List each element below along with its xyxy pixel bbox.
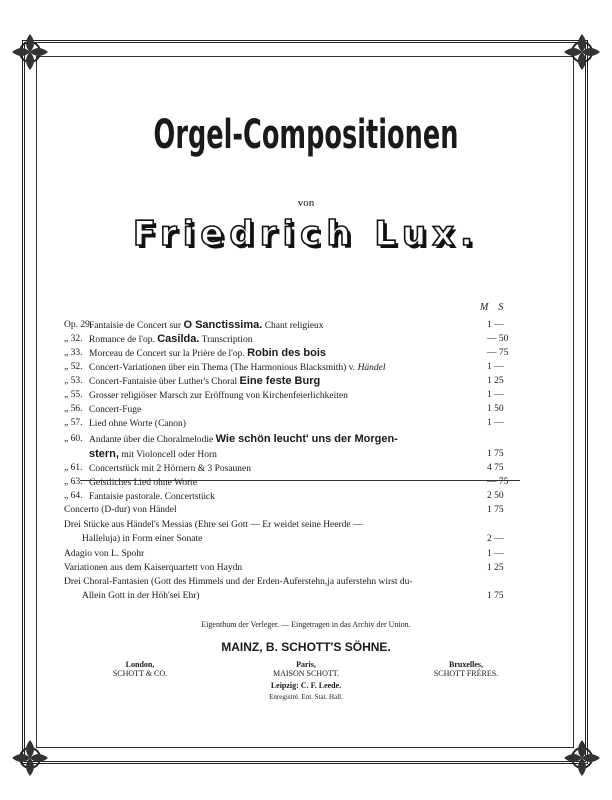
work-row	[64, 475, 524, 489]
city-name: Paris,	[296, 660, 316, 669]
city-house: MAISON SCHOTT.	[272, 669, 340, 678]
title-part: Casilda.	[157, 333, 200, 345]
work-title	[89, 346, 326, 361]
work-title	[89, 388, 348, 403]
title-part: stern,	[89, 448, 119, 460]
mark-label: M	[480, 302, 489, 313]
work-title: Halleluja) in Form einer Sonate	[82, 534, 203, 544]
opus-number: „ 52.	[64, 362, 83, 372]
title-part: Concert-Variationen über ein Thema (The Harmonious Blacksmith) v.	[89, 363, 358, 373]
opus-number: „ 55.	[64, 390, 83, 400]
opus-number: „ 57.	[64, 418, 83, 428]
title-part: Lied ohne Worte (Canon)	[89, 419, 186, 429]
ownership-notice: Eigenthum der Verleger. — Eingetragen in das Archiv der Union.	[201, 620, 411, 629]
price: 1 25	[487, 563, 504, 573]
work-title: Drei Choral-Fantasien (Gott des Himmels und der Erden-Auferstehn,ja auferstehn wirst du-	[64, 577, 413, 587]
title-part: Grosser religiöser Marsch zur Eröffnung von Kirchenfeierlichkeiten	[89, 391, 348, 401]
other-work-row	[64, 503, 524, 517]
composer-name: Friedrich Lux.	[132, 214, 480, 254]
other-work-row	[64, 575, 524, 589]
work-title	[89, 360, 386, 375]
work-title: Concerto (D-dur) von Händel	[64, 505, 177, 515]
corner-ornament-icon	[8, 30, 52, 74]
title-part: Concertstück mit 2 Hörnern & 3 Posaunen	[89, 464, 252, 474]
opus-number: „ 63.	[64, 477, 83, 487]
currency-header	[480, 302, 513, 313]
work-title	[89, 432, 398, 447]
title-part: Robin des bois	[247, 347, 326, 359]
divider-line	[80, 480, 520, 481]
title-part: mit Violoncell oder Horn	[118, 450, 217, 460]
opus-number: „ 32.	[64, 334, 83, 344]
corner-ornament-icon	[560, 736, 604, 780]
work-row	[64, 332, 524, 346]
leipzig-agent: Leipzig: C. F. Leede.	[270, 681, 342, 690]
price: 1 75	[487, 449, 504, 459]
city-london	[70, 660, 210, 678]
price: 1 —	[487, 549, 504, 559]
opus-number: „ 33.	[64, 348, 83, 358]
price: — 50	[487, 334, 509, 344]
work-title	[89, 402, 141, 417]
registration-note: Enregistré. Ent. Stat. Hall.	[269, 693, 343, 701]
title-part: Concert-Fantaisie über Luther's Choral	[89, 377, 240, 387]
other-work-row	[64, 561, 524, 575]
corner-ornament-icon	[8, 736, 52, 780]
title-part: Fantaisie de Concert sur	[89, 321, 184, 331]
price: 2 50	[487, 491, 504, 501]
title-part: Concert-Fuge	[89, 405, 142, 415]
work-row	[64, 402, 524, 416]
work-row	[64, 432, 524, 446]
price: — 75	[487, 348, 509, 358]
title-part: Eine feste Burg	[239, 375, 321, 387]
price: 1 75	[487, 505, 504, 515]
other-work-row	[82, 532, 542, 546]
work-title: Variationen aus dem Kaiserquartett von Haydn	[64, 563, 243, 573]
price: 1 —	[487, 362, 504, 372]
city-name: London,	[125, 660, 155, 669]
price: 1 75	[487, 591, 504, 601]
work-row	[64, 360, 524, 374]
title-part: Chant religieux	[262, 321, 324, 331]
page-title: Orgel-Compositionen	[153, 112, 459, 158]
work-title	[89, 447, 217, 462]
city-name: Bruxelles,	[449, 660, 483, 669]
opus-number: „ 64.	[64, 491, 83, 501]
work-title	[89, 461, 251, 476]
city-house: SCHOTT & CO.	[112, 669, 168, 678]
city-paris	[236, 660, 376, 678]
work-row	[64, 461, 524, 475]
work-title	[89, 318, 324, 333]
price: 1 —	[487, 320, 504, 330]
other-work-row	[64, 547, 524, 561]
opus-number: „ 56.	[64, 404, 83, 414]
price: 1 —	[487, 418, 504, 428]
publisher: MAINZ, B. SCHOTT'S SÖHNE.	[221, 640, 391, 654]
title-part: Wie schön leucht' uns der Morgen-	[215, 433, 398, 445]
work-row	[64, 374, 524, 388]
work-title	[89, 332, 252, 347]
work-row	[64, 416, 524, 430]
title-part: O Sanctissima.	[183, 319, 263, 331]
work-title	[89, 416, 186, 431]
price: 1 —	[487, 390, 504, 400]
opus-number: „ 53.	[64, 376, 83, 386]
work-title	[89, 489, 215, 504]
von-label: von	[297, 197, 315, 209]
price: 2 —	[487, 534, 504, 544]
city-brussels	[396, 660, 536, 678]
work-title	[89, 374, 320, 389]
title-part: Andante über die Choralmelodie	[89, 435, 216, 445]
work-row	[64, 318, 524, 332]
city-house: SCHOTT FRÈRES.	[433, 669, 499, 678]
work-row	[64, 388, 524, 402]
work-title	[89, 475, 197, 490]
work-title: Drei Stücke aus Händel's Messias (Ehre sei Gott — Er weidet seine Heerde —	[64, 520, 363, 530]
title-part: Romance de l'op.	[89, 335, 158, 345]
price: 1 25	[487, 376, 504, 386]
work-row	[64, 346, 524, 360]
title-part: Geistliches Lied ohne Worte	[89, 478, 198, 488]
title-part: Transcription	[199, 335, 253, 345]
corner-ornament-icon	[560, 30, 604, 74]
opus-number: „ 60.	[64, 434, 83, 444]
opus-number: Op. 29.	[64, 320, 93, 330]
pfennig-label: S	[498, 302, 504, 313]
work-row	[64, 447, 524, 461]
opus-number: „ 61.	[64, 463, 83, 473]
other-work-row	[64, 518, 524, 532]
title-part: Fantaisie pastorale. Concertstück	[89, 492, 215, 502]
price: 1 50	[487, 404, 504, 414]
other-work-row	[82, 589, 542, 603]
title-part: Morceau de Concert sur la Prière de l'op.	[89, 349, 248, 359]
price: 4 75	[487, 463, 504, 473]
title-part: Händel	[357, 363, 386, 373]
work-title: Allein Gott in der Höh'sei Ehr)	[82, 591, 200, 601]
price: — 75	[487, 477, 509, 487]
work-title: Adagio von L. Spohr	[64, 549, 145, 559]
work-row	[64, 489, 524, 503]
